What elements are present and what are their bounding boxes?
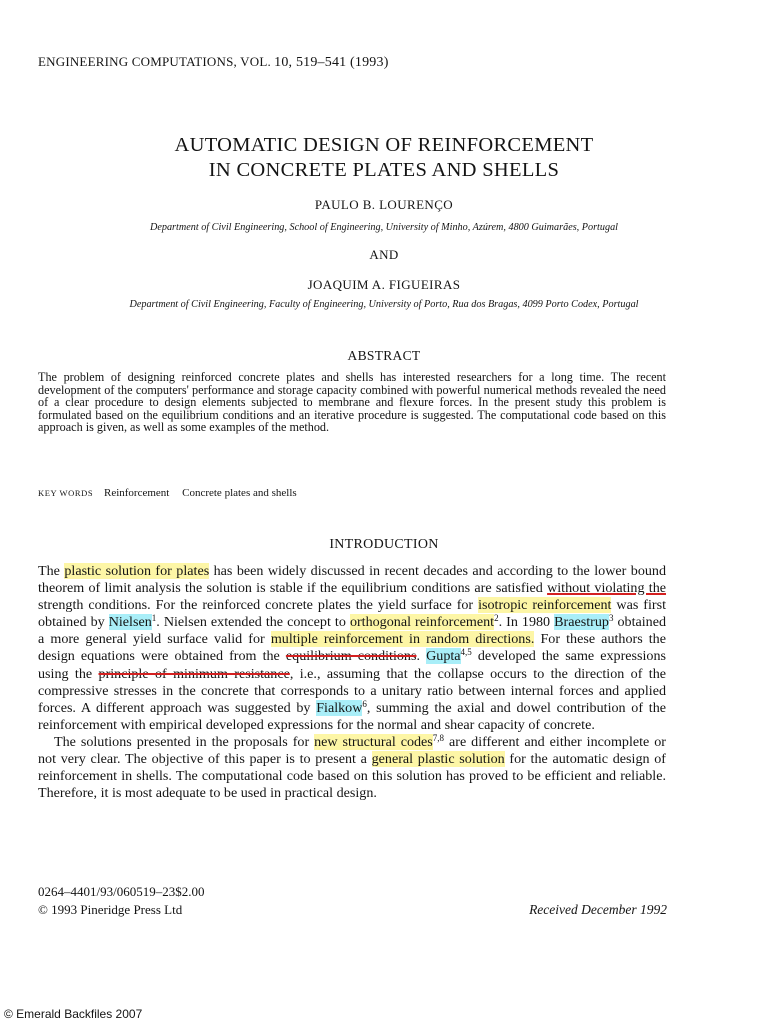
- watermark: © Emerald Backfiles 2007: [4, 1007, 143, 1021]
- author-2-affiliation: Department of Civil Engineering, Faculty of Engineering, University of Porto, Rua dos Bragas, 4099 Porto Codex, Portugal: [129, 299, 639, 310]
- title-line-2: IN CONCRETE PLATES AND SHELLS: [208, 159, 560, 181]
- yellow-highlight: general plastic solution: [371, 751, 505, 768]
- citation-ref: 6: [362, 698, 367, 709]
- author-1-name: PAULO B. LOURENÇO: [314, 197, 454, 212]
- red-strikethrough-annotation: equilibrium conditions: [285, 648, 417, 665]
- intro-paragraph-2: [38, 734, 666, 802]
- received-date: Received December 1992: [529, 902, 667, 917]
- text-run: , summing the axial and dowel contribution of the reinforcement with empirical developed expressions for the normal and shear capacity of concrete.: [38, 699, 666, 733]
- red-underline-annotation: without violating the: [547, 580, 667, 597]
- text-run: are different and either incomplete or not very clear. The objective of this paper is to present a: [38, 733, 666, 768]
- cyan-highlight: Nielsen: [108, 614, 152, 631]
- citation-ref: 2: [494, 613, 499, 624]
- text-run: , i.e., assuming that the collapse occurs to the direction of the compressive stresses in the concrete that corresponds to a unitary ratio between internal forces and applied forces. A different approach was suggested by: [38, 665, 666, 716]
- journal-volume: 10, 519–541 (1993): [274, 55, 389, 70]
- introduction-body: [38, 563, 666, 802]
- text-run: was first obtained by: [38, 597, 666, 631]
- text-run: .: [416, 648, 427, 665]
- issn-code: 0264–4401/93/060519–23$2.00: [38, 884, 205, 899]
- keywords-label: KEY WORDS: [38, 488, 94, 498]
- author-2-name: JOAQUIM A. FIGUEIRAS: [307, 277, 461, 292]
- yellow-highlight: isotropic reinforcement: [478, 597, 612, 614]
- citation-ref: 7,8: [432, 732, 445, 743]
- text-run: The: [38, 563, 65, 579]
- citation-ref: 3: [608, 613, 614, 624]
- text-run: For these authors the design equations were obtained from the: [38, 631, 666, 665]
- text-run: strength conditions. For the reinforced concrete plates the yield surface for: [38, 597, 479, 614]
- intro-paragraph-1: [38, 563, 666, 734]
- publication-code: [38, 883, 204, 919]
- text-run: has been widely discussed in recent decades and according to the lower bound theorem of limit analysis the solution is stable if the equilibrium conditions are satisfied: [38, 563, 667, 597]
- cyan-highlight: Fialkow: [316, 699, 363, 716]
- text-run: developed the same expressions using the: [38, 648, 667, 682]
- keyword-item: Reinforcement: [103, 487, 170, 499]
- cyan-highlight: Braestrup: [554, 614, 609, 631]
- paper-title: [0, 133, 768, 183]
- text-run: . Nielsen extended the concept to: [156, 614, 350, 631]
- text-run: The solutions presented in the proposals for: [54, 733, 315, 750]
- abstract-text: The problem of designing reinforced concrete plates and shells has interested researchers for a long time. The recent development of the computers' performance and storage capacity combined with powerful numerical methods revealed the need of a clear procedure to design elements subjected to membrane and flexure forces. In the present study this problem is formulated based on the equilibrium conditions and an iterative procedure is suggested. The computational code based on this approach is given, as well as some examples of the method.: [38, 370, 666, 435]
- yellow-highlight: plastic solution for plates: [64, 563, 210, 579]
- yellow-highlight: multiple reinforcement in random directions.: [270, 631, 535, 648]
- copyright-line: © 1993 Pineridge Press Ltd: [38, 902, 183, 917]
- cyan-highlight: Gupta: [426, 648, 461, 665]
- keywords: [38, 487, 307, 499]
- journal-header: [38, 54, 389, 71]
- citation-ref: 4,5: [460, 647, 472, 658]
- and-label: AND: [369, 247, 399, 262]
- text-run: for the automatic design of reinforcement in shells. The computational code based on this solution has proved to be efficient and reliable. Therefore, it is most adequate to be used in practical design.: [38, 751, 666, 802]
- yellow-highlight: new structural codes: [314, 733, 433, 750]
- introduction-heading: INTRODUCTION: [329, 537, 439, 552]
- yellow-highlight: orthogonal reinforcement: [349, 614, 495, 631]
- author-1-affiliation: Department of Civil Engineering, School of Engineering, University of Minho, Azúrem, 4800 Guimarães, Portugal: [149, 222, 618, 233]
- text-run: obtained a more general yield surface valid for: [38, 614, 667, 648]
- journal-name: ENGINEERING COMPUTATIONS, VOL.: [38, 54, 271, 69]
- keyword-item: Concrete plates and shells: [182, 487, 297, 499]
- text-run: . In 1980: [498, 614, 555, 631]
- abstract-heading: ABSTRACT: [347, 348, 421, 363]
- red-strikethrough-annotation: principle of minimum resistance: [98, 665, 290, 682]
- citation-ref: 1: [151, 613, 157, 624]
- title-line-1: AUTOMATIC DESIGN OF REINFORCEMENT: [174, 134, 594, 156]
